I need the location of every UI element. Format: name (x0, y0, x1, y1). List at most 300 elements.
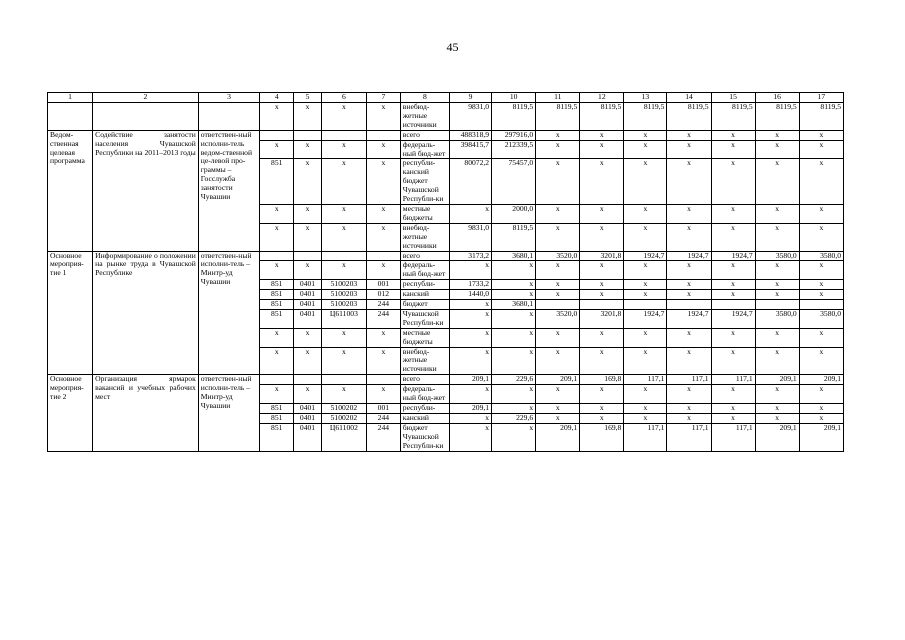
section-code-cell: x (294, 328, 322, 347)
amount-cell: 8119,5 (799, 103, 843, 131)
column-number-cell: 15 (711, 93, 755, 103)
amount-cell: x (667, 280, 711, 290)
target-code-cell: 5100203 (321, 290, 366, 300)
grbs-code-cell: x (260, 347, 294, 375)
amount-cell: 1733,2 (450, 280, 492, 290)
event-name-cell: Организация ярмарок вакансий и учебных рабочих мест (93, 375, 199, 451)
column-number-row (48, 93, 844, 103)
amount-cell: x (711, 204, 755, 223)
funding-source-cell: бюджет (400, 300, 449, 310)
expense-code-cell: x (366, 140, 400, 159)
event-type-cell: Ведом-ственная целевая программа (48, 130, 93, 251)
grbs-code-cell: 851 (260, 423, 294, 451)
amount-cell: 169,8 (580, 375, 624, 385)
amount-cell: x (711, 261, 755, 280)
column-number-cell: 3 (198, 93, 260, 103)
event-name-cell: Информирование о положении на рынке труда в Чувашской Республике (93, 251, 199, 375)
column-number-cell: 4 (260, 93, 294, 103)
column-number-cell: 12 (580, 93, 624, 103)
amount-cell: 117,1 (624, 423, 667, 451)
amount-cell: 3201,8 (580, 251, 624, 261)
amount-cell: x (799, 130, 843, 140)
grbs-code-cell: x (260, 103, 294, 131)
amount-cell: 75457,0 (492, 159, 536, 205)
funding-source-cell: всего (400, 375, 449, 385)
amount-cell: x (580, 261, 624, 280)
grbs-code-cell (260, 130, 294, 140)
amount-cell: 1924,7 (624, 309, 667, 328)
expense-code-cell: x (366, 347, 400, 375)
amount-cell: 1440,0 (450, 290, 492, 300)
amount-cell: x (580, 159, 624, 205)
target-code-cell (321, 130, 366, 140)
amount-cell: 209,1 (450, 404, 492, 414)
amount-cell: 3173,2 (450, 251, 492, 261)
amount-cell: 9831,0 (450, 103, 492, 131)
amount-cell: x (711, 290, 755, 300)
column-number-cell: 2 (93, 93, 199, 103)
amount-cell: x (580, 223, 624, 251)
target-code-cell: Ц611003 (321, 309, 366, 328)
amount-cell: x (580, 130, 624, 140)
amount-cell: x (799, 223, 843, 251)
amount-cell: x (450, 385, 492, 404)
amount-cell: x (492, 280, 536, 290)
target-code-cell: x (321, 159, 366, 205)
funding-source-cell: федераль-ный бюд-жет (400, 140, 449, 159)
amount-cell: 117,1 (667, 375, 711, 385)
event-type-cell: Основное мероприя-тие 2 (48, 375, 93, 451)
section-code-cell (294, 251, 322, 261)
amount-cell: x (624, 280, 667, 290)
amount-cell: 209,1 (536, 375, 580, 385)
funding-source-cell: республи-канский бюджет Чувашской Республи-ки (400, 159, 449, 205)
amount-cell: x (624, 290, 667, 300)
expense-code-cell: x (366, 223, 400, 251)
target-code-cell: x (321, 385, 366, 404)
amount-cell: x (711, 385, 755, 404)
section-code-cell: 0401 (294, 300, 322, 310)
target-code-cell: x (321, 261, 366, 280)
amount-cell: x (492, 328, 536, 347)
amount-cell: x (667, 385, 711, 404)
amount-cell (667, 300, 711, 310)
amount-cell: x (711, 328, 755, 347)
amount-cell: x (580, 404, 624, 414)
amount-cell: x (492, 423, 536, 451)
amount-cell: x (492, 347, 536, 375)
target-code-cell: x (321, 140, 366, 159)
target-code-cell: 5100202 (321, 413, 366, 423)
grbs-code-cell: x (260, 140, 294, 159)
column-number-cell: 8 (400, 93, 449, 103)
table-row (48, 103, 844, 131)
amount-cell: 209,1 (755, 375, 799, 385)
amount-cell (799, 300, 843, 310)
amount-cell: x (492, 385, 536, 404)
amount-cell: x (667, 223, 711, 251)
responsible-cell: ответствен-ный исполни-тель – Минтр-уд Чувашии (198, 251, 260, 375)
target-code-cell: Ц611002 (321, 423, 366, 451)
amount-cell: x (536, 159, 580, 205)
amount-cell: 9831,0 (450, 223, 492, 251)
funding-source-cell: внебюд-жетные источники (400, 103, 449, 131)
amount-cell: x (450, 347, 492, 375)
funding-source-cell: местные бюджеты (400, 328, 449, 347)
amount-cell: 1924,7 (667, 309, 711, 328)
amount-cell: 3680,1 (492, 300, 536, 310)
amount-cell: x (450, 423, 492, 451)
expense-code-cell (366, 375, 400, 385)
amount-cell: x (711, 280, 755, 290)
expense-code-cell: 244 (366, 423, 400, 451)
amount-cell: x (755, 413, 799, 423)
amount-cell: 1924,7 (711, 251, 755, 261)
amount-cell: x (755, 385, 799, 404)
section-code-cell: x (294, 385, 322, 404)
amount-cell: x (799, 261, 843, 280)
amount-cell: x (667, 159, 711, 205)
amount-cell (536, 300, 580, 310)
amount-cell: x (624, 223, 667, 251)
target-code-cell: x (321, 103, 366, 131)
amount-cell: x (755, 290, 799, 300)
grbs-code-cell: 851 (260, 309, 294, 328)
expense-code-cell: x (366, 261, 400, 280)
amount-cell: x (799, 204, 843, 223)
expense-code-cell: 001 (366, 280, 400, 290)
funding-source-cell: республи- (400, 404, 449, 414)
column-number-cell: 17 (799, 93, 843, 103)
amount-cell: 8119,5 (492, 223, 536, 251)
amount-cell: x (711, 140, 755, 159)
responsible-cell: ответствен-ный исполни-тель ведом-ственной це-левой про-граммы – Госслужба занятости Чувашии (198, 130, 260, 251)
amount-cell: 209,1 (799, 423, 843, 451)
expense-code-cell: x (366, 328, 400, 347)
amount-cell: x (450, 300, 492, 310)
amount-cell: 8119,5 (624, 103, 667, 131)
target-code-cell (321, 251, 366, 261)
expense-code-cell: 244 (366, 309, 400, 328)
amount-cell: 1924,7 (624, 251, 667, 261)
section-code-cell: x (294, 223, 322, 251)
amount-cell: 1924,7 (711, 309, 755, 328)
amount-cell: 1924,7 (667, 251, 711, 261)
amount-cell: x (755, 261, 799, 280)
amount-cell: 209,1 (799, 375, 843, 385)
amount-cell: x (799, 140, 843, 159)
amount-cell: x (492, 404, 536, 414)
target-code-cell: 5100203 (321, 300, 366, 310)
amount-cell: 3680,1 (492, 251, 536, 261)
amount-cell: x (711, 404, 755, 414)
amount-cell: x (799, 290, 843, 300)
target-code-cell: 5100203 (321, 280, 366, 290)
budget-table (47, 92, 844, 452)
funding-source-cell: канский (400, 290, 449, 300)
grbs-code-cell: 851 (260, 404, 294, 414)
funding-source-cell: федераль-ный бюд-жет (400, 385, 449, 404)
amount-cell: 229,6 (492, 413, 536, 423)
amount-cell: 297916,0 (492, 130, 536, 140)
column-number-cell: 11 (536, 93, 580, 103)
section-code-cell: 0401 (294, 309, 322, 328)
amount-cell: x (755, 328, 799, 347)
grbs-code-cell: x (260, 385, 294, 404)
table-row (48, 130, 844, 140)
amount-cell: x (624, 404, 667, 414)
amount-cell: x (580, 204, 624, 223)
amount-cell: x (667, 130, 711, 140)
expense-code-cell: x (366, 103, 400, 131)
grbs-code-cell: 851 (260, 280, 294, 290)
expense-code-cell: 012 (366, 290, 400, 300)
funding-source-cell: всего (400, 251, 449, 261)
amount-cell: x (711, 347, 755, 375)
amount-cell (580, 300, 624, 310)
amount-cell: 212339,5 (492, 140, 536, 159)
amount-cell: x (580, 290, 624, 300)
amount-cell: 3201,8 (580, 309, 624, 328)
target-code-cell: x (321, 347, 366, 375)
amount-cell: x (624, 261, 667, 280)
target-code-cell (321, 375, 366, 385)
funding-source-cell: бюджет Чувашской Республи-ки (400, 423, 449, 451)
amount-cell: x (580, 347, 624, 375)
amount-cell: x (580, 328, 624, 347)
amount-cell: x (450, 309, 492, 328)
amount-cell: x (799, 404, 843, 414)
amount-cell: 209,1 (536, 423, 580, 451)
amount-cell: x (667, 328, 711, 347)
amount-cell: x (799, 280, 843, 290)
amount-cell: x (667, 290, 711, 300)
grbs-code-cell: x (260, 204, 294, 223)
amount-cell: x (624, 328, 667, 347)
table-row (48, 251, 844, 261)
grbs-code-cell: 851 (260, 159, 294, 205)
funding-source-cell: Чувашской Республи-ки (400, 309, 449, 328)
section-code-cell: 0401 (294, 290, 322, 300)
amount-cell: 3580,0 (799, 309, 843, 328)
amount-cell: x (536, 385, 580, 404)
column-number-cell: 16 (755, 93, 799, 103)
amount-cell: x (667, 261, 711, 280)
amount-cell: 8119,5 (667, 103, 711, 131)
amount-cell: x (755, 347, 799, 375)
amount-cell: x (755, 223, 799, 251)
amount-cell (624, 300, 667, 310)
amount-cell: x (492, 290, 536, 300)
grbs-code-cell (260, 375, 294, 385)
amount-cell: x (799, 385, 843, 404)
responsible-cell: ответствен-ный исполни-тель – Минтр-уд Чувашии (198, 375, 260, 451)
expense-code-cell: 244 (366, 413, 400, 423)
grbs-code-cell: 851 (260, 290, 294, 300)
amount-cell: 80072,2 (450, 159, 492, 205)
column-number-cell: 10 (492, 93, 536, 103)
section-code-cell: x (294, 261, 322, 280)
amount-cell: x (580, 385, 624, 404)
section-code-cell: x (294, 347, 322, 375)
amount-cell: x (711, 130, 755, 140)
event-type-cell (48, 103, 93, 131)
section-code-cell: 0401 (294, 413, 322, 423)
amount-cell: x (450, 204, 492, 223)
grbs-code-cell: x (260, 223, 294, 251)
amount-cell: x (667, 413, 711, 423)
amount-cell: x (799, 413, 843, 423)
amount-cell: 229,6 (492, 375, 536, 385)
amount-cell: x (536, 261, 580, 280)
amount-cell: 117,1 (624, 375, 667, 385)
funding-source-cell: внебюд-жетные источники (400, 223, 449, 251)
column-number-cell: 7 (366, 93, 400, 103)
amount-cell (755, 300, 799, 310)
section-code-cell (294, 130, 322, 140)
amount-cell: x (799, 159, 843, 205)
amount-cell: x (624, 347, 667, 375)
amount-cell: x (536, 140, 580, 159)
amount-cell: 117,1 (711, 423, 755, 451)
amount-cell: 3520,0 (536, 251, 580, 261)
amount-cell: x (536, 290, 580, 300)
amount-cell: x (624, 413, 667, 423)
column-number-cell: 9 (450, 93, 492, 103)
amount-cell: x (492, 309, 536, 328)
expense-code-cell: 244 (366, 300, 400, 310)
amount-cell: 209,1 (755, 423, 799, 451)
amount-cell: x (755, 140, 799, 159)
event-name-cell (93, 103, 199, 131)
amount-cell: x (492, 261, 536, 280)
amount-cell: 117,1 (667, 423, 711, 451)
amount-cell: x (624, 159, 667, 205)
amount-cell: 8119,5 (536, 103, 580, 131)
amount-cell: x (755, 159, 799, 205)
amount-cell: 8119,5 (755, 103, 799, 131)
page-number: 45 (446, 40, 459, 54)
section-code-cell: 0401 (294, 423, 322, 451)
section-code-cell: x (294, 140, 322, 159)
amount-cell: x (799, 347, 843, 375)
amount-cell: 398415,7 (450, 140, 492, 159)
amount-cell: 3520,0 (536, 309, 580, 328)
funding-source-cell: федераль-ный бюд-жет (400, 261, 449, 280)
amount-cell: 8119,5 (580, 103, 624, 131)
funding-source-cell: внебюд-жетные источники (400, 347, 449, 375)
amount-cell: x (667, 404, 711, 414)
target-code-cell: x (321, 204, 366, 223)
section-code-cell: x (294, 159, 322, 205)
section-code-cell (294, 375, 322, 385)
amount-cell: x (536, 404, 580, 414)
section-code-cell: 0401 (294, 280, 322, 290)
target-code-cell: 5100202 (321, 404, 366, 414)
amount-cell: 169,8 (580, 423, 624, 451)
amount-cell: 3580,0 (755, 309, 799, 328)
funding-source-cell: республи- (400, 280, 449, 290)
amount-cell: x (755, 404, 799, 414)
amount-cell: x (755, 130, 799, 140)
column-number-cell: 14 (667, 93, 711, 103)
grbs-code-cell (260, 251, 294, 261)
amount-cell: x (799, 328, 843, 347)
expense-code-cell: x (366, 204, 400, 223)
section-code-cell: x (294, 204, 322, 223)
target-code-cell: x (321, 328, 366, 347)
expense-code-cell: 001 (366, 404, 400, 414)
amount-cell: x (536, 413, 580, 423)
expense-code-cell (366, 130, 400, 140)
amount-cell: 8119,5 (492, 103, 536, 131)
funding-source-cell: местные бюджеты (400, 204, 449, 223)
amount-cell: 2000,0 (492, 204, 536, 223)
grbs-code-cell: 851 (260, 300, 294, 310)
funding-source-cell: всего (400, 130, 449, 140)
expense-code-cell: x (366, 159, 400, 205)
amount-cell: x (536, 130, 580, 140)
column-number-cell: 5 (294, 93, 322, 103)
amount-cell: x (536, 347, 580, 375)
grbs-code-cell: x (260, 261, 294, 280)
amount-cell (711, 300, 755, 310)
amount-cell: x (711, 223, 755, 251)
event-name-cell: Содействие занятости населения Чувашской Республики на 2011–2013 годы (93, 130, 199, 251)
amount-cell: x (711, 413, 755, 423)
table-row (48, 375, 844, 385)
amount-cell: x (450, 261, 492, 280)
amount-cell: 488318,9 (450, 130, 492, 140)
amount-cell: x (580, 140, 624, 159)
amount-cell: x (536, 204, 580, 223)
amount-cell: 8119,5 (711, 103, 755, 131)
section-code-cell: 0401 (294, 404, 322, 414)
amount-cell: x (580, 413, 624, 423)
funding-source-cell: канский (400, 413, 449, 423)
amount-cell: x (667, 347, 711, 375)
amount-cell: x (711, 159, 755, 205)
target-code-cell: x (321, 223, 366, 251)
amount-cell: x (450, 328, 492, 347)
column-number-cell: 6 (321, 93, 366, 103)
column-number-cell: 13 (624, 93, 667, 103)
amount-cell: 3580,0 (755, 251, 799, 261)
amount-cell: x (667, 204, 711, 223)
expense-code-cell: x (366, 385, 400, 404)
section-code-cell: x (294, 103, 322, 131)
amount-cell: x (624, 385, 667, 404)
expense-code-cell (366, 251, 400, 261)
event-type-cell: Основное мероприя-тие 1 (48, 251, 93, 375)
amount-cell: x (755, 204, 799, 223)
responsible-cell (198, 103, 260, 131)
amount-cell: x (755, 280, 799, 290)
amount-cell: x (667, 140, 711, 159)
grbs-code-cell: x (260, 328, 294, 347)
amount-cell: x (580, 280, 624, 290)
amount-cell: x (624, 130, 667, 140)
grbs-code-cell: 851 (260, 413, 294, 423)
amount-cell: x (536, 223, 580, 251)
amount-cell: 209,1 (450, 375, 492, 385)
amount-cell: 3580,0 (799, 251, 843, 261)
amount-cell: x (624, 140, 667, 159)
amount-cell: x (450, 413, 492, 423)
column-number-cell: 1 (48, 93, 93, 103)
amount-cell: x (536, 328, 580, 347)
amount-cell: 117,1 (711, 375, 755, 385)
